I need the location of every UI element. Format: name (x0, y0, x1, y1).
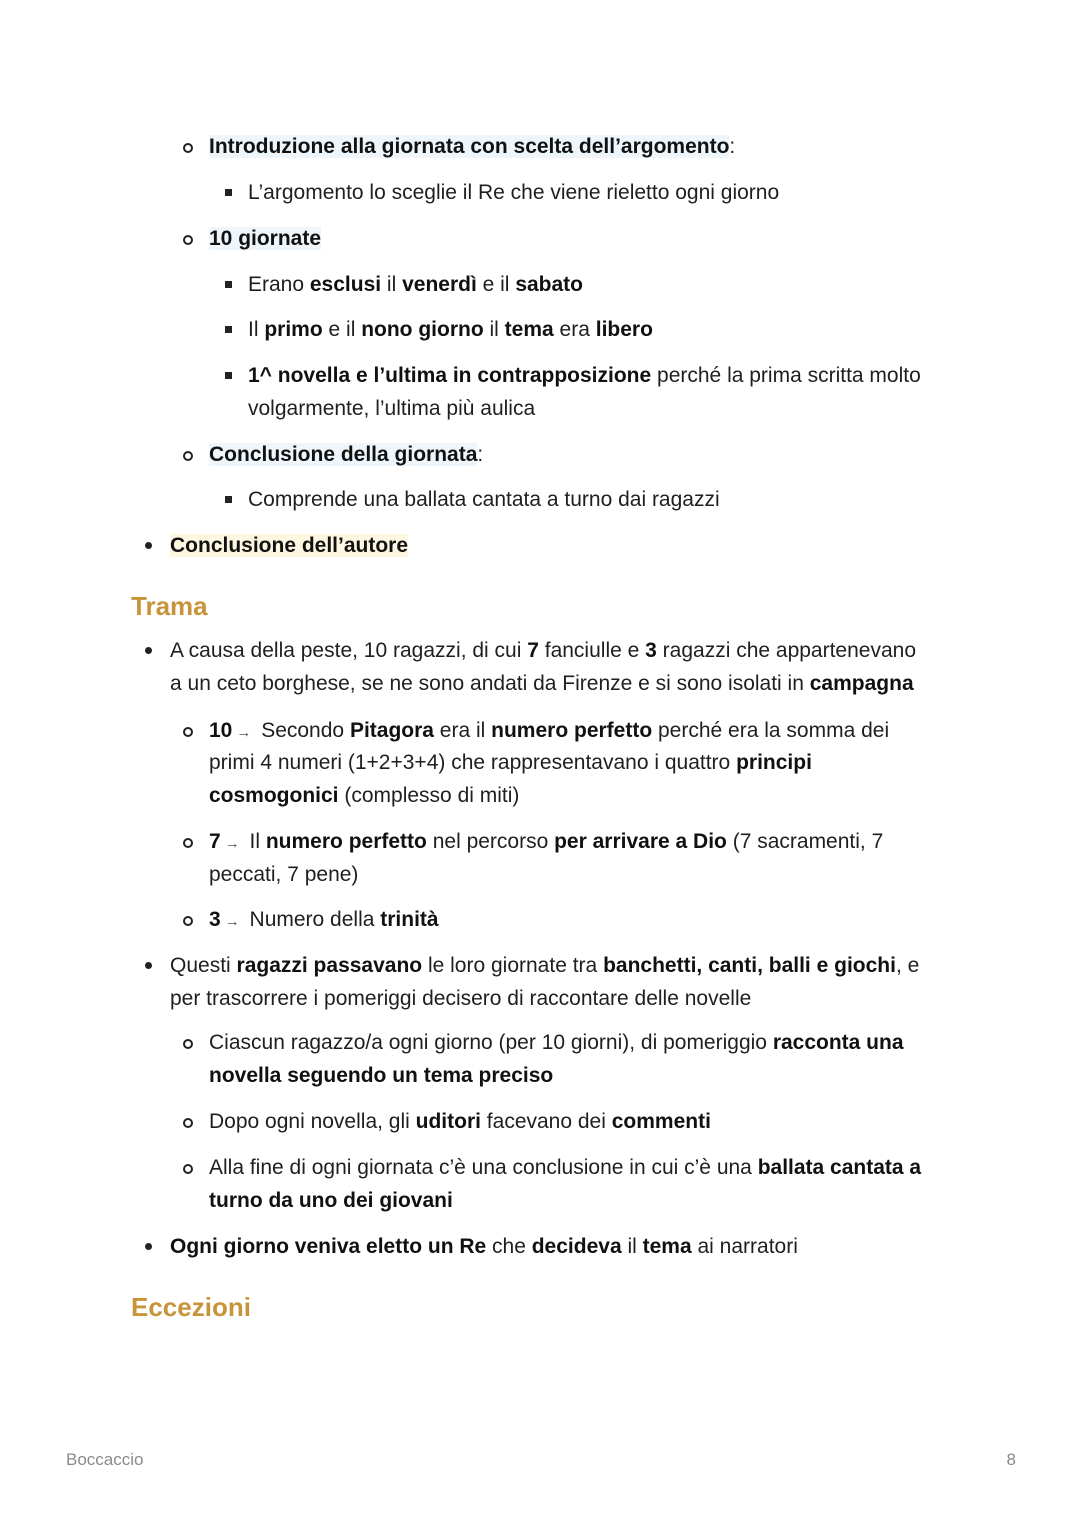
bold-text: nono giorno (361, 318, 484, 341)
bold-text: Conclusione dell’autore (170, 534, 409, 557)
bold-text: ballata cantata a (757, 1156, 922, 1179)
square-bullet-icon (225, 281, 232, 288)
section-heading-eccezioni: Eccezioni (131, 1292, 251, 1322)
bold-text: Ogni giorno veniva eletto un Re (170, 1235, 487, 1258)
circle-bullet-icon (183, 838, 193, 848)
bold-text: principi (736, 751, 812, 774)
bold-text: 10 giornate (209, 227, 322, 250)
bold-text: libero (595, 318, 653, 341)
text: A causa della peste, 10 ragazzi, di cui (170, 639, 528, 662)
text: Erano (248, 273, 310, 296)
list-item-fine-giornata (209, 1151, 921, 1184)
circle-bullet-icon (183, 727, 193, 737)
list-item-numero-10 (209, 714, 889, 749)
list-item-dopo-novella (209, 1105, 711, 1138)
list-item-esclusi (248, 268, 583, 301)
text: Numero della (243, 908, 381, 931)
section-heading-trama: Trama (131, 591, 208, 621)
square-bullet-icon (225, 326, 232, 333)
dot-bullet-icon (145, 542, 152, 549)
footer-title: Boccaccio (66, 1450, 144, 1469)
bold-text: tema (642, 1235, 692, 1258)
text: Ciascun ragazzo/a ogni giorno (per 10 giorni), di pomeriggio (209, 1031, 773, 1054)
bold-text: venerdì (402, 273, 477, 296)
list-item-ballata: Comprende una ballata cantata a turno dai ragazzi (248, 488, 720, 511)
bold-text: esclusi (309, 273, 382, 296)
text: Dopo ogni novella, gli (209, 1110, 416, 1133)
text: primi 4 numeri (1+2+3+4) che rappresentavano i quattro (209, 751, 737, 774)
bold-text: campagna (809, 672, 914, 695)
text: era il (433, 719, 492, 742)
text: il (381, 273, 403, 296)
dot-bullet-icon (145, 1243, 152, 1250)
bold-text: per arrivare a Dio (554, 830, 727, 853)
bold-text: trinità (380, 908, 439, 931)
arrow-right-icon: → (236, 724, 252, 741)
paragraph-trama-2 (170, 949, 919, 982)
dot-bullet-icon (145, 647, 152, 654)
text: : (477, 443, 484, 466)
text: il (621, 1235, 643, 1258)
bold-text: ragazzi passavano (236, 954, 423, 977)
list-item-conclusione-autore (170, 529, 408, 562)
square-bullet-icon (225, 372, 232, 379)
list-item-ciascun-ragazzo-cont (209, 1059, 553, 1092)
bold-text: 10 (209, 719, 233, 742)
text: (7 sacramenti, 7 (726, 830, 884, 853)
text: il (483, 318, 505, 341)
text: Alla fine di ogni giornata c’è una conclusione in cui c’è una (209, 1156, 758, 1179)
list-item-fine-giornata-cont (209, 1184, 453, 1217)
list-item-prima-novella-cont: volgarmente, l’ultima più aulica (248, 397, 536, 420)
list-item-numero-7-cont: peccati, 7 pene) (209, 863, 359, 886)
bold-text: numero perfetto (265, 830, 427, 853)
circle-bullet-icon (183, 451, 193, 461)
bold-text: 7 (209, 830, 221, 853)
page-number: 8 (1006, 1450, 1016, 1469)
text: , e (895, 954, 920, 977)
text: che (486, 1235, 532, 1258)
paragraph-trama-1-cont (170, 667, 914, 700)
bold-text: cosmogonici (209, 784, 339, 807)
list-item-numero-10-cont2 (209, 779, 519, 812)
text: Il (243, 830, 266, 853)
list-item-10-giornate (209, 222, 321, 255)
bold-text: sabato (515, 273, 583, 296)
bold-text: 3 (209, 908, 221, 931)
bold-text: 3 (645, 639, 657, 662)
bold-text: Pitagora (349, 719, 434, 742)
text: era (553, 318, 596, 341)
text: fanciulle e (538, 639, 646, 662)
bold-text: Conclusione della giornata (209, 443, 478, 466)
bold-text: turno da uno dei giovani (209, 1189, 453, 1212)
text: : (729, 135, 736, 158)
text: Il (248, 318, 265, 341)
list-item-ciascun-ragazzo (209, 1026, 904, 1059)
text: e il (476, 273, 516, 296)
bold-text: novella seguendo un tema preciso (209, 1064, 554, 1087)
text: le loro giornate tra (422, 954, 604, 977)
list-item-prima-novella (248, 359, 921, 392)
text: nel percorso (426, 830, 555, 853)
circle-bullet-icon (183, 1164, 193, 1174)
text: ai narratori (691, 1235, 798, 1258)
bold-text: banchetti, canti, balli e giochi (603, 954, 896, 977)
bold-text: 7 (527, 639, 539, 662)
list-item-numero-3 (209, 903, 439, 938)
square-bullet-icon (225, 496, 232, 503)
paragraph-trama-3 (170, 1230, 798, 1263)
circle-bullet-icon (183, 235, 193, 245)
circle-bullet-icon (183, 1039, 193, 1049)
list-item-primo-nono (248, 313, 653, 346)
text: ragazzi che appartenevano (656, 639, 917, 662)
bold-text: tema (504, 318, 554, 341)
bold-text: uditori (415, 1110, 481, 1133)
list-item-conclusione-giornata (209, 438, 483, 471)
circle-bullet-icon (183, 143, 193, 153)
bold-text: racconta una (772, 1031, 904, 1054)
text: perché era la somma dei (652, 719, 890, 742)
paragraph-trama-1 (170, 634, 916, 667)
paragraph-trama-2-cont: per trascorrere i pomeriggi decisero di raccontare delle novelle (170, 987, 752, 1010)
text: Secondo (255, 719, 350, 742)
bold-text: 1^ novella e l’ultima in contrapposizione (248, 364, 652, 387)
bold-text: numero perfetto (491, 719, 653, 742)
list-item-numero-7 (209, 825, 883, 860)
text: e il (322, 318, 362, 341)
bold-text: primo (264, 318, 323, 341)
arrow-right-icon: → (224, 835, 240, 852)
circle-bullet-icon (183, 916, 193, 926)
bold-text: commenti (611, 1110, 711, 1133)
list-item-argomento: L’argomento lo sceglie il Re che viene rieletto ogni giorno (248, 181, 780, 204)
text: (complesso di miti) (338, 784, 520, 807)
arrow-right-icon: → (224, 913, 240, 930)
bold-text: decideva (531, 1235, 622, 1258)
bold-text: Introduzione alla giornata con scelta dell’argomento (209, 135, 730, 158)
list-item-numero-10-cont (209, 746, 812, 779)
circle-bullet-icon (183, 1118, 193, 1128)
text: a un ceto borghese, se ne sono andati da Firenze e si sono isolati in (170, 672, 810, 695)
dot-bullet-icon (145, 962, 152, 969)
square-bullet-icon (225, 189, 232, 196)
text: Questi (170, 954, 237, 977)
text: perché la prima scritta molto (651, 364, 921, 387)
list-item-introduzione (209, 130, 735, 163)
text: facevano dei (480, 1110, 612, 1133)
